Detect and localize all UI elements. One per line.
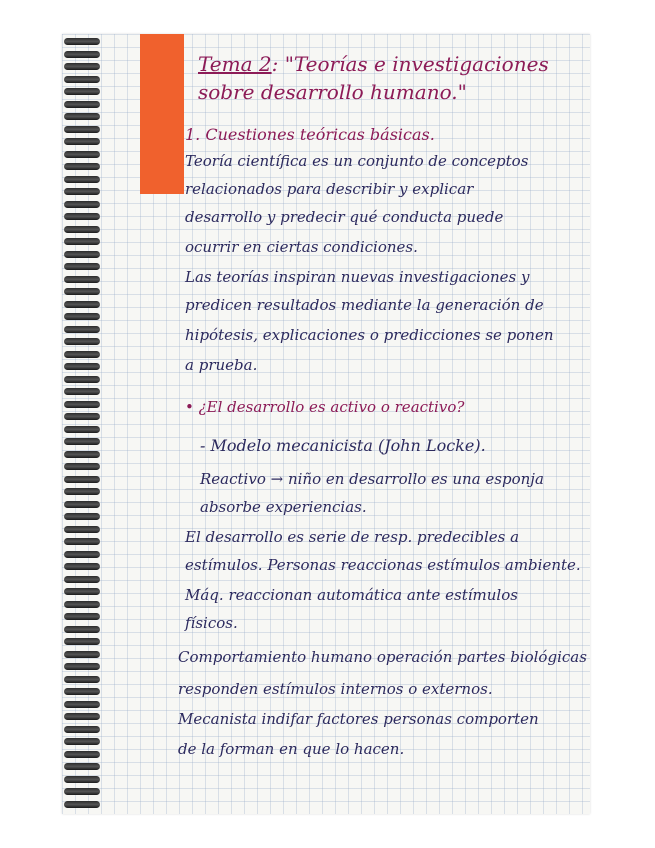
spiral-coil xyxy=(64,801,100,808)
spiral-coil xyxy=(64,426,100,433)
spiral-coil xyxy=(64,76,100,83)
spiral-coil xyxy=(64,251,100,258)
spiral-coil xyxy=(64,476,100,483)
spiral-coil xyxy=(64,513,100,520)
spiral-coil xyxy=(64,276,100,283)
spiral-coil xyxy=(64,663,100,670)
spiral-coil xyxy=(64,263,100,270)
model-line: estímulos. Personas reaccionas estímulos ambiente. xyxy=(185,556,581,574)
spiral-coil xyxy=(64,188,100,195)
spiral-coil xyxy=(64,101,100,108)
spiral-coil xyxy=(64,63,100,70)
spiral-coil xyxy=(64,126,100,133)
section-line: desarrollo y predecir qué conducta puede xyxy=(185,208,504,226)
spiral-coil xyxy=(64,213,100,220)
spiral-coil xyxy=(64,538,100,545)
spiral-coil xyxy=(64,438,100,445)
spiral-coil xyxy=(64,338,100,345)
section-line: predicen resultados mediante la generación de xyxy=(185,296,544,314)
spiral-coil xyxy=(64,163,100,170)
spiral-coil xyxy=(64,551,100,558)
spiral-coil xyxy=(64,676,100,683)
spiral-coil xyxy=(64,751,100,758)
closing-line: Mecanista indifar factores personas comporten xyxy=(178,710,539,728)
spiral-coil xyxy=(64,351,100,358)
spiral-coil xyxy=(64,238,100,245)
model-line: absorbe experiencias. xyxy=(200,498,367,516)
spiral-coil xyxy=(64,613,100,620)
section-line: hipótesis, explicaciones o predicciones se ponen xyxy=(185,326,554,344)
spiral-coil xyxy=(64,576,100,583)
spiral-coil xyxy=(64,201,100,208)
spiral-coil xyxy=(64,388,100,395)
spiral-coil xyxy=(64,288,100,295)
spiral-coil xyxy=(64,451,100,458)
section-line: ocurrir en ciertas condiciones. xyxy=(185,238,418,256)
title-line-2: sobre desarrollo humano." xyxy=(198,80,467,104)
section-line: Las teorías inspiran nuevas investigaciones y xyxy=(185,268,530,286)
spiral-coil xyxy=(64,363,100,370)
spiral-coil xyxy=(64,526,100,533)
model-line: Máq. reaccionan automática ante estímulos xyxy=(185,586,518,604)
spiral-coil xyxy=(64,726,100,733)
spiral-coil xyxy=(64,651,100,658)
spiral-coil xyxy=(64,788,100,795)
spiral-coil xyxy=(64,588,100,595)
spiral-coil xyxy=(64,701,100,708)
section-line: Teoría científica es un conjunto de conceptos xyxy=(185,152,529,170)
section-line: a prueba. xyxy=(185,356,258,374)
spiral-coil xyxy=(64,151,100,158)
spiral-coil xyxy=(64,38,100,45)
spiral-coil xyxy=(64,738,100,745)
model-line: El desarrollo es serie de resp. predecibles a xyxy=(185,528,520,546)
title-rest: : "Teorías e investigaciones xyxy=(271,52,549,76)
spiral-coil xyxy=(64,413,100,420)
spiral-coil xyxy=(64,488,100,495)
closing-line: responden estímulos internos o externos. xyxy=(178,680,493,698)
section-heading: 1. Cuestiones teóricas básicas. xyxy=(185,125,435,144)
orange-tab-divider xyxy=(140,34,184,194)
spiral-coil xyxy=(64,226,100,233)
spiral-coil xyxy=(64,51,100,58)
spiral-coil xyxy=(64,88,100,95)
title-prefix: Tema 2 xyxy=(198,52,272,76)
spiral-coil xyxy=(64,326,100,333)
model-heading: - Modelo mecanicista (John Locke). xyxy=(200,436,486,455)
spiral-coil xyxy=(64,313,100,320)
model-line: físicos. xyxy=(185,614,238,632)
spiral-coil xyxy=(64,688,100,695)
closing-line: de la forman en que lo hacen. xyxy=(178,740,405,758)
spiral-coil xyxy=(64,713,100,720)
spiral-coil xyxy=(64,501,100,508)
spiral-coil xyxy=(64,301,100,308)
spiral-coil xyxy=(64,563,100,570)
question-bullet: • ¿El desarrollo es activo o reactivo? xyxy=(185,398,465,416)
closing-line: Comportamiento humano operación partes biológicas xyxy=(178,648,587,666)
spiral-coil xyxy=(64,401,100,408)
spiral-coil xyxy=(64,113,100,120)
spiral-coil xyxy=(64,776,100,783)
model-line: Reactivo → niño en desarrollo es una esponja xyxy=(200,470,544,488)
spiral-coil xyxy=(64,626,100,633)
spiral-coil xyxy=(64,176,100,183)
spiral-coil xyxy=(64,763,100,770)
section-line: relacionados para describir y explicar xyxy=(185,180,474,198)
spiral-coil xyxy=(64,376,100,383)
spiral-coil xyxy=(64,638,100,645)
spiral-binding xyxy=(64,34,104,814)
title-line-1 xyxy=(198,52,549,76)
spiral-coil xyxy=(64,601,100,608)
spiral-coil xyxy=(64,463,100,470)
spiral-coil xyxy=(64,138,100,145)
